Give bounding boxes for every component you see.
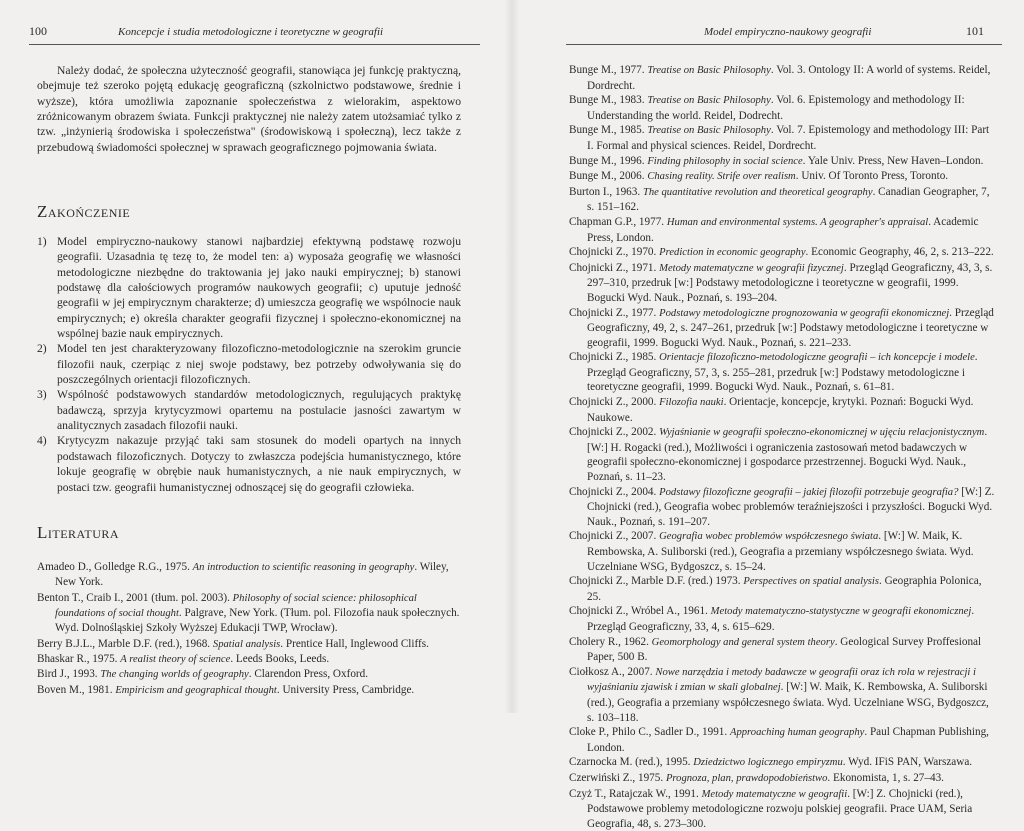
ref-author: Czerwiński Z., 1975.	[569, 772, 666, 784]
ref-title: Orientacje filozoficzno-metodologiczne geografii – ich koncepcje i modele	[659, 352, 975, 363]
reference-entry	[569, 93, 997, 123]
reference-entry	[569, 350, 997, 395]
ref-author: Chojnicki Z., 2007.	[569, 530, 659, 542]
running-head-left: Koncepcje i studia metodologiczne i teoretyczne w geografii	[118, 26, 383, 38]
ref-title: Wyjaśnianie w geografii społeczno-ekonomicznej w ujęciu relacjonistycznym	[659, 427, 984, 438]
ref-author: Chojnicki Z., 2000.	[569, 396, 659, 408]
running-head-right: Model empiryczno-naukowy geografii	[704, 26, 871, 38]
ref-title: Metody matematyczne w geografii fizycznej	[659, 263, 844, 274]
reference-entry	[569, 771, 997, 787]
ref-author: Chojnicki Z., Wróbel A., 1961.	[569, 605, 711, 617]
ref-publisher: . Wyd. IFiS PAN, Warszawa.	[843, 756, 972, 768]
reference-entry	[569, 185, 997, 215]
conclusion-item	[37, 234, 461, 341]
ref-title: Empiricism and geographical thought	[115, 685, 277, 696]
conclusion-number: 2)	[37, 341, 47, 356]
ref-author: Chojnicki Z., 1985.	[569, 351, 659, 363]
ref-publisher: . Orientacje, koncepcje, krytyki. Poznań: Bogucki Wyd. Naukowe.	[587, 396, 973, 424]
ref-publisher: . Yale Univ. Press, New Haven–London.	[803, 155, 984, 167]
ref-author: Bhaskar R., 1975.	[37, 653, 120, 665]
ref-author: Cholery R., 1962.	[569, 636, 652, 648]
reference-entry	[37, 683, 461, 698]
reference-entry	[569, 787, 997, 831]
conclusion-number: 1)	[37, 234, 47, 249]
right-page	[512, 0, 1024, 713]
reference-entry	[569, 245, 997, 261]
reference-entry	[569, 425, 997, 484]
ref-title: Approaching human geography	[730, 727, 864, 738]
conclusion-item	[37, 433, 461, 494]
reference-entry	[569, 604, 997, 634]
conclusion-text: Wspólność podstawowych standardów metodologicznych, regulujących praktykę badawczą, sprzyja krytycyzmowi opartemu na postulacie jasności zawartym w analitycznych zasadach filozofii nauki.	[57, 388, 461, 432]
ref-publisher: . Leeds Books, Leeds.	[230, 653, 329, 665]
reference-entry	[569, 665, 997, 725]
ref-title: Perspectives on spatial analysis	[743, 576, 879, 587]
ref-author: Chojnicki Z., 1971.	[569, 262, 659, 274]
ref-author: Chojnicki Z., 2002.	[569, 426, 659, 438]
ref-title: Prognoza, plan, prawdopodobieństwo	[666, 773, 827, 784]
reference-entry	[569, 485, 997, 530]
ref-title: The changing worlds of geography	[100, 669, 248, 680]
ref-publisher: [W:] Z. Chojnicki (red.), Geografia wobec problemów teraźniejszości i przyszłości. Bogucki Wyd. Nauk., Poznań, s. 191–207.	[587, 486, 994, 528]
conclusion-number: 4)	[37, 433, 47, 448]
ref-title: Philosophy of social science: philosophical foundations of social thought	[55, 593, 417, 619]
ref-title: Metody matematyczno-statystyczne w geografii ekonomicznej	[711, 606, 972, 617]
conclusion-heading: Zakończenie	[37, 202, 130, 222]
ref-publisher: . Paul Chapman Publishing, London.	[587, 726, 989, 754]
ref-author: Bunge M., 1996.	[569, 155, 647, 167]
ref-author: Czarnocka M. (red.), 1995.	[569, 756, 693, 768]
ref-title: Treatise on Basic Philosophy	[647, 65, 771, 76]
reference-entry	[37, 667, 461, 682]
ref-publisher: . Geographia Polonica, 25.	[587, 575, 982, 603]
ref-title: Metody matematyczne w geografii	[702, 789, 848, 800]
reference-entry	[569, 306, 997, 351]
ref-publisher: . Geological Survey Proffesional Paper, 500 B.	[587, 636, 981, 664]
page-number-right: 101	[966, 24, 984, 39]
ref-publisher: . Przegląd Geograficzny, 49, 2, s. 247–261, przedruk [w:] Podstawy metodologiczne i teoretyczne w geografii, 1999. Bogucki Wyd. Nauk., Poznań, s. 221–233.	[587, 307, 994, 349]
ref-author: Chojnicki Z., 1977.	[569, 307, 659, 319]
ref-author: Bird J., 1993.	[37, 668, 100, 680]
conclusions-list	[37, 234, 461, 495]
ref-publisher: . Vol. 3. Ontology II: A world of systems. Reidel, Dordrecht.	[587, 64, 990, 92]
ref-title: Filozofia nauki	[659, 397, 723, 408]
intro-paragraph: Należy dodać, że społeczna użyteczność geografii, stanowiąca jej funkcję praktyczną, obejmuje też szeroko pojętą edukację geograficzną (szkolnictwo podstawowe, średnie i wyższe), która umożliwia zapoznanie społeczeństwa z wielorakim, aspektowo zróżnicowanym obrazem świata. Funkcji praktycznej nie należy zatem utożsamiać tylko z tzw. „inżynierią środowiska i społeczeństwa" (środowiskową i społeczną), lecz także z przebudową świadomości społecznej w sprawach geograficznego pojmowania świata.	[37, 63, 461, 155]
ref-title: Human and environmental systems. A geographer's appraisal	[667, 217, 928, 228]
ref-publisher: . Przegląd Geograficzny, 57, 3, s. 255–281, przedruk [w:] Podstawy metodologiczne i teoretyczne geografii, 1999. Bogucki Wyd. Nauk., Poznań, s. 61–81.	[587, 351, 978, 393]
ref-title: Chasing reality. Strife over realism	[647, 171, 795, 182]
reference-entry	[569, 574, 997, 604]
ref-publisher: . [W:] H. Rogacki (red.), Możliwości i ograniczenia zastosowań metod badawczych w geografii społeczno-ekonomicznej i gospodarce przestrzennej. Bogucki Wyd. Nauk., Poznań, s. 11–23.	[587, 426, 987, 483]
ref-title: A realist theory of science	[120, 654, 230, 665]
references-right	[569, 63, 997, 831]
ref-author: Bunge M., 2006.	[569, 170, 647, 182]
reference-entry	[569, 529, 997, 574]
ref-publisher: . Przegląd Geograficzny, 33, 4, s. 615–629.	[587, 605, 974, 633]
conclusion-item	[37, 341, 461, 387]
references-left	[37, 560, 461, 698]
page-number-left: 100	[29, 24, 47, 39]
ref-publisher: . Clarendon Press, Oxford.	[249, 668, 368, 680]
ref-title: An introduction to scientific reasoning in geography	[193, 562, 415, 573]
ref-author: Cloke P., Philo C., Sadler D., 1991.	[569, 726, 730, 738]
ref-author: Bunge M., 1985.	[569, 124, 647, 136]
reference-entry	[569, 215, 997, 245]
reference-entry	[37, 637, 461, 652]
ref-author: Benton T., Craib I., 2001 (tłum. pol. 2003).	[37, 592, 233, 604]
ref-author: Boven M., 1981.	[37, 684, 115, 696]
ref-author: Ciołkosz A., 2007.	[569, 666, 655, 678]
ref-title: Prediction in economic geography	[659, 247, 805, 258]
ref-author: Bunge M., 1977.	[569, 64, 647, 76]
intro-paragraph-block	[37, 63, 461, 155]
reference-entry	[569, 755, 997, 771]
conclusion-number: 3)	[37, 387, 47, 402]
reference-entry	[569, 261, 997, 306]
ref-title: Nowe narzędzia i metody badawcze w geografii oraz ich rola w rejestracji i wyjaśnianiu zjawisk i zmian w skali globalnej	[587, 667, 976, 694]
ref-title: Dziedzictwo logicznego empiryzmu	[693, 757, 842, 768]
ref-publisher: . Canadian Geographer, 7, s. 151–162.	[587, 186, 990, 214]
ref-title: Podstawy filozoficzne geografii – jakiej filozofii potrzebuje geografia?	[659, 487, 958, 498]
reference-entry	[569, 395, 997, 425]
ref-publisher: . Vol. 6. Epistemology and methodology II: Understanding the world. Reidel, Dodrecht.	[587, 94, 965, 122]
ref-publisher: . Univ. Of Toronto Press, Toronto.	[796, 170, 948, 182]
ref-title: Spatial analysis	[213, 639, 280, 650]
ref-title: Treatise on Basic Philosophy	[647, 95, 771, 106]
reference-entry	[569, 63, 997, 93]
reference-entry	[569, 169, 997, 185]
header-rule-right	[566, 44, 1002, 45]
ref-publisher: . Wiley, New York.	[55, 561, 449, 588]
ref-publisher: . Przegląd Geograficzny, 43, 3, s. 297–310, przedruk [w:] Podstawy metodologiczne i teoretyczne w geografii, 1999. Bogucki Wyd. Nauk., Poznań, s. 193–204.	[587, 262, 992, 304]
ref-author: Berry B.J.L., Marble D.F. (red.), 1968.	[37, 638, 213, 650]
ref-publisher: . [W:] W. Maik, K. Rembowska, A. Suliborski (red.), Geografia a przemiany współczesnego świata. Wyd. Uczelniane WSG, Bydgoszcz, s. 103–118.	[587, 681, 989, 723]
ref-publisher: . [W:] W. Maik, K. Rembowska, A. Suliborski (red.), Geografia a przemiany współczesnego świata. Wyd. Uczelniane WSG, Bydgoszcz, s. 15–24.	[587, 530, 974, 572]
ref-title: The quantitative revolution and theoretical geography	[643, 187, 873, 198]
conclusion-text: Krytycyzm nakazuje przyjąć taki sam stosunek do modeli opartych na innych podstawach filozoficznych. Dotyczy to zwłaszcza podejścia humanistycznego, które lokuje geografię w obrębie nauk humanistycznych, a nie nauk empirycznych, w postaci tzw. geografii humanistycznej odnoszącej się do geografii człowieka.	[57, 434, 461, 493]
ref-publisher: . Academic Press, London.	[587, 216, 979, 244]
ref-title: Finding philosophy in social science	[647, 156, 802, 167]
ref-publisher: . Palgrave, New York. (Tłum. pol. Filozofia nauk społecznych. Wyd. Dolnośląskiej Szkoły Wyższej Edukacji TWP, Wrocław).	[55, 607, 459, 634]
conclusion-text: Model empiryczno-naukowy stanowi najbardziej efektywną podstawę rozwoju geografii. Uzasadnia tę tezę to, że model ten: a) wyposaża geografię we własności metodologiczne niezbędne do traktowania jej jako nauki empirycznej; b) stanowi podstawę dla całościowych programów naukowych geografii; c) uputuje jedność geografii w jej empirycznym charakterze; d) umieszcza geografię we wspólnocie nauk empirycznych; e) określa charakter geografii fizycznej i społeczno-ekonomicznej na wspólnej bazie nauk empirycznych.	[57, 235, 461, 340]
header-rule-left	[29, 44, 480, 45]
ref-author: Bunge M., 1983.	[569, 94, 647, 106]
reference-entry	[37, 560, 461, 591]
ref-author: Chojnicki Z., Marble D.F. (red.) 1973.	[569, 575, 743, 587]
left-page	[0, 0, 512, 713]
reference-entry	[569, 725, 997, 755]
ref-author: Czyż T., Ratajczak W., 1991.	[569, 788, 702, 800]
ref-title: Geografia wobec problemów współczesnego świata	[659, 531, 878, 542]
ref-author: Amadeo D., Golledge R.G., 1975.	[37, 561, 193, 573]
reference-entry	[37, 591, 461, 637]
reference-entry	[569, 123, 997, 153]
ref-author: Burton I., 1963.	[569, 186, 643, 198]
ref-author: Chapman G.P., 1977.	[569, 216, 667, 228]
ref-title: Podstawy metodologiczne prognozowania w geografii ekonomicznej	[659, 308, 949, 319]
ref-title: Treatise on Basic Philosophy	[647, 125, 771, 136]
ref-publisher: . Vol. 7. Epistemology and methodology III: Part I. Formal and physical sciences. Reidel, Dordrecht.	[587, 124, 989, 152]
ref-publisher: . Economic Geography, 46, 2, s. 213–222.	[806, 246, 994, 258]
reference-entry	[37, 652, 461, 667]
ref-publisher: . University Press, Cambridge.	[277, 684, 414, 696]
reference-entry	[569, 635, 997, 665]
ref-publisher: . Ekonomista, 1, s. 27–43.	[827, 772, 944, 784]
conclusion-text: Model ten jest charakteryzowany filozoficzno-metodologicznie na szerokim gruncie filozofii nauk, czerpiąc z niej swoje podstawy, bez potrzeby odwoływania się do poszczególnych orientacji filozoficznych.	[57, 342, 461, 386]
ref-author: Chojnicki Z., 2004.	[569, 486, 659, 498]
conclusion-item	[37, 387, 461, 433]
ref-publisher: . Prentice Hall, Inglewood Cliffs.	[280, 638, 429, 650]
reference-entry	[569, 154, 997, 170]
ref-author: Chojnicki Z., 1970.	[569, 246, 659, 258]
literature-heading: Literatura	[37, 523, 119, 543]
ref-publisher: . [W:] Z. Chojnicki (red.), Podstawowe problemy metodologiczne rozwoju polskiej geografii. Prace UAM, Seria Geografia, 48, s. 273–300.	[587, 788, 972, 830]
ref-title: Geomorphology and general system theory	[652, 637, 835, 648]
